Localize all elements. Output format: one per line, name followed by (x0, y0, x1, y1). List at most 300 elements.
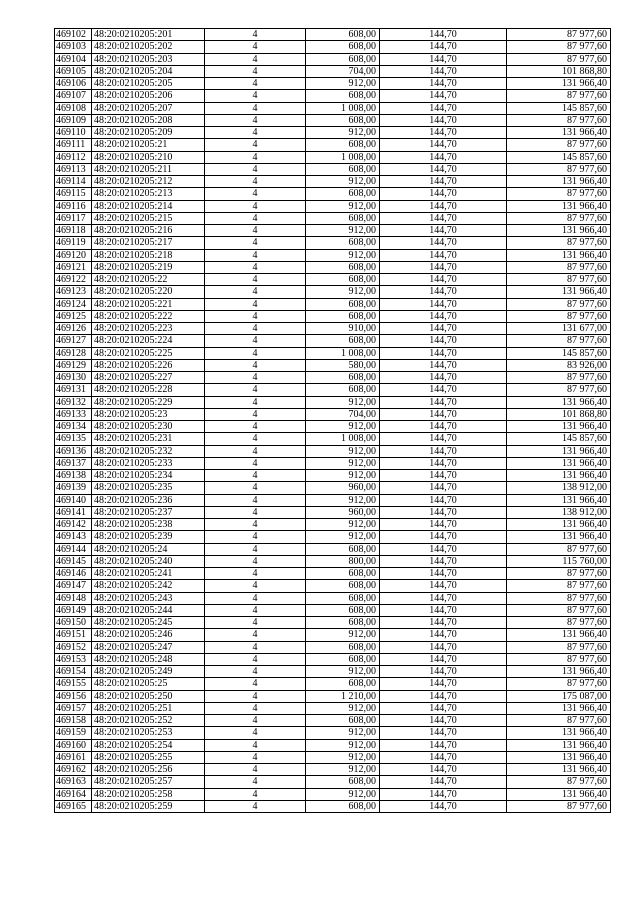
rate-cell: 144,70 (380, 237, 507, 249)
row-number-cell: 469148 (55, 592, 92, 604)
area-cell: 912,00 (306, 751, 380, 763)
rate-cell: 144,70 (380, 114, 507, 126)
area-cell: 912,00 (306, 445, 380, 457)
cadastral-number-cell: 48:20:0210205:201 (92, 29, 205, 41)
area-cell: 608,00 (306, 568, 380, 580)
cadastral-number-cell: 48:20:0210205:230 (92, 421, 205, 433)
row-number-cell: 469125 (55, 310, 92, 322)
table-row (55, 323, 611, 335)
rate-cell: 144,70 (380, 788, 507, 800)
value-cell: 131 966,40 (507, 396, 611, 408)
row-number-cell: 469106 (55, 78, 92, 90)
value-cell: 131 966,40 (507, 702, 611, 714)
rate-cell: 144,70 (380, 666, 507, 678)
row-number-cell: 469165 (55, 800, 92, 812)
table-row (55, 396, 611, 408)
value-cell: 87 977,60 (507, 139, 611, 151)
value-cell: 131 966,40 (507, 531, 611, 543)
rate-cell: 144,70 (380, 188, 507, 200)
value-cell: 131 966,40 (507, 519, 611, 531)
cadastral-number-cell: 48:20:0210205:239 (92, 531, 205, 543)
table-row (55, 617, 611, 629)
value-cell: 131 966,40 (507, 127, 611, 139)
value-cell: 87 977,60 (507, 384, 611, 396)
group-cell: 4 (205, 274, 306, 286)
area-cell: 608,00 (306, 617, 380, 629)
table-row (55, 200, 611, 212)
value-cell: 101 868,80 (507, 408, 611, 420)
area-cell: 608,00 (306, 53, 380, 65)
cadastral-number-cell: 48:20:0210205:23 (92, 408, 205, 420)
area-cell: 608,00 (306, 604, 380, 616)
table-row (55, 776, 611, 788)
group-cell: 4 (205, 457, 306, 469)
area-cell: 912,00 (306, 494, 380, 506)
table-row (55, 751, 611, 763)
group-cell: 4 (205, 323, 306, 335)
area-cell: 1 008,00 (306, 433, 380, 445)
group-cell: 4 (205, 163, 306, 175)
group-cell: 4 (205, 776, 306, 788)
cadastral-number-cell: 48:20:0210205:224 (92, 335, 205, 347)
table-row (55, 41, 611, 53)
area-cell: 608,00 (306, 776, 380, 788)
table-row (55, 90, 611, 102)
rate-cell: 144,70 (380, 29, 507, 41)
cadastral-number-cell: 48:20:0210205:209 (92, 127, 205, 139)
area-cell: 912,00 (306, 396, 380, 408)
value-cell: 101 868,80 (507, 65, 611, 77)
value-cell: 131 966,40 (507, 176, 611, 188)
table-row (55, 372, 611, 384)
group-cell: 4 (205, 543, 306, 555)
area-cell: 608,00 (306, 212, 380, 224)
value-cell: 87 977,60 (507, 653, 611, 665)
row-number-cell: 469144 (55, 543, 92, 555)
row-number-cell: 469159 (55, 727, 92, 739)
cadastral-number-cell: 48:20:0210205:237 (92, 506, 205, 518)
rate-cell: 144,70 (380, 690, 507, 702)
rate-cell: 144,70 (380, 800, 507, 812)
table-row (55, 78, 611, 90)
table-row (55, 702, 611, 714)
value-cell: 87 977,60 (507, 237, 611, 249)
group-cell: 4 (205, 212, 306, 224)
group-cell: 4 (205, 139, 306, 151)
table-row (55, 739, 611, 751)
rate-cell: 144,70 (380, 653, 507, 665)
cadastral-number-cell: 48:20:0210205:203 (92, 53, 205, 65)
cadastral-number-cell: 48:20:0210205:204 (92, 65, 205, 77)
table-row (55, 580, 611, 592)
table-row (55, 690, 611, 702)
rate-cell: 144,70 (380, 617, 507, 629)
rate-cell: 144,70 (380, 384, 507, 396)
area-cell: 608,00 (306, 372, 380, 384)
table-row (55, 347, 611, 359)
group-cell: 4 (205, 286, 306, 298)
table-row (55, 212, 611, 224)
table-row (55, 335, 611, 347)
group-cell: 4 (205, 629, 306, 641)
rate-cell: 144,70 (380, 359, 507, 371)
table-row (55, 151, 611, 163)
table-row (55, 568, 611, 580)
area-cell: 608,00 (306, 543, 380, 555)
rate-cell: 144,70 (380, 127, 507, 139)
area-cell: 608,00 (306, 653, 380, 665)
value-cell: 131 966,40 (507, 421, 611, 433)
group-cell: 4 (205, 666, 306, 678)
row-number-cell: 469140 (55, 494, 92, 506)
row-number-cell: 469110 (55, 127, 92, 139)
group-cell: 4 (205, 237, 306, 249)
value-cell: 131 966,40 (507, 727, 611, 739)
rate-cell: 144,70 (380, 457, 507, 469)
table-row (55, 592, 611, 604)
value-cell: 87 977,60 (507, 114, 611, 126)
cadastral-number-cell: 48:20:0210205:228 (92, 384, 205, 396)
rate-cell: 144,70 (380, 739, 507, 751)
table-row (55, 65, 611, 77)
group-cell: 4 (205, 347, 306, 359)
row-number-cell: 469164 (55, 788, 92, 800)
value-cell: 87 977,60 (507, 800, 611, 812)
cadastral-number-cell: 48:20:0210205:221 (92, 298, 205, 310)
rate-cell: 144,70 (380, 274, 507, 286)
rate-cell: 144,70 (380, 151, 507, 163)
table-row (55, 384, 611, 396)
area-cell: 912,00 (306, 702, 380, 714)
group-cell: 4 (205, 372, 306, 384)
area-cell: 608,00 (306, 335, 380, 347)
value-cell: 87 977,60 (507, 298, 611, 310)
rate-cell: 144,70 (380, 751, 507, 763)
table-row (55, 678, 611, 690)
value-cell: 87 977,60 (507, 568, 611, 580)
row-number-cell: 469126 (55, 323, 92, 335)
table-row (55, 127, 611, 139)
value-cell: 145 857,60 (507, 102, 611, 114)
cadastral-number-cell: 48:20:0210205:220 (92, 286, 205, 298)
rate-cell: 144,70 (380, 163, 507, 175)
group-cell: 4 (205, 506, 306, 518)
cadastral-number-cell: 48:20:0210205:231 (92, 433, 205, 445)
group-cell: 4 (205, 715, 306, 727)
row-number-cell: 469108 (55, 102, 92, 114)
group-cell: 4 (205, 359, 306, 371)
area-cell: 910,00 (306, 323, 380, 335)
area-cell: 912,00 (306, 727, 380, 739)
table-row (55, 176, 611, 188)
table-row (55, 445, 611, 457)
cadastral-number-cell: 48:20:0210205:257 (92, 776, 205, 788)
row-number-cell: 469146 (55, 568, 92, 580)
group-cell: 4 (205, 384, 306, 396)
rate-cell: 144,70 (380, 604, 507, 616)
cadastral-number-cell: 48:20:0210205:241 (92, 568, 205, 580)
rate-cell: 144,70 (380, 470, 507, 482)
rate-cell: 144,70 (380, 482, 507, 494)
value-cell: 131 966,40 (507, 78, 611, 90)
value-cell: 87 977,60 (507, 90, 611, 102)
group-cell: 4 (205, 470, 306, 482)
cadastral-number-cell: 48:20:0210205:213 (92, 188, 205, 200)
table-row (55, 800, 611, 812)
rate-cell: 144,70 (380, 249, 507, 261)
group-cell: 4 (205, 519, 306, 531)
value-cell: 87 977,60 (507, 678, 611, 690)
area-cell: 960,00 (306, 506, 380, 518)
table-row (55, 421, 611, 433)
group-cell: 4 (205, 641, 306, 653)
rate-cell: 144,70 (380, 90, 507, 102)
value-cell: 131 966,40 (507, 457, 611, 469)
group-cell: 4 (205, 225, 306, 237)
value-cell: 131 966,40 (507, 445, 611, 457)
row-number-cell: 469118 (55, 225, 92, 237)
rate-cell: 144,70 (380, 298, 507, 310)
row-number-cell: 469145 (55, 555, 92, 567)
cadastral-number-cell: 48:20:0210205:236 (92, 494, 205, 506)
cadastral-number-cell: 48:20:0210205:229 (92, 396, 205, 408)
row-number-cell: 469124 (55, 298, 92, 310)
value-cell: 87 977,60 (507, 617, 611, 629)
row-number-cell: 469122 (55, 274, 92, 286)
cadastral-number-cell: 48:20:0210205:206 (92, 90, 205, 102)
value-cell: 87 977,60 (507, 776, 611, 788)
cadastral-number-cell: 48:20:0210205:246 (92, 629, 205, 641)
value-cell: 131 966,40 (507, 494, 611, 506)
table-row (55, 506, 611, 518)
group-cell: 4 (205, 41, 306, 53)
table-row (55, 641, 611, 653)
row-number-cell: 469112 (55, 151, 92, 163)
table-row (55, 482, 611, 494)
group-cell: 4 (205, 335, 306, 347)
area-cell: 912,00 (306, 666, 380, 678)
row-number-cell: 469134 (55, 421, 92, 433)
cadastral-number-cell: 48:20:0210205:244 (92, 604, 205, 616)
group-cell: 4 (205, 151, 306, 163)
value-cell: 87 977,60 (507, 592, 611, 604)
row-number-cell: 469104 (55, 53, 92, 65)
value-cell: 138 912,00 (507, 506, 611, 518)
rate-cell: 144,70 (380, 715, 507, 727)
rate-cell: 144,70 (380, 102, 507, 114)
table-row (55, 604, 611, 616)
cadastral-number-cell: 48:20:0210205:211 (92, 163, 205, 175)
rate-cell: 144,70 (380, 702, 507, 714)
cadastral-number-cell: 48:20:0210205:253 (92, 727, 205, 739)
table-row (55, 359, 611, 371)
cadastral-number-cell: 48:20:0210205:222 (92, 310, 205, 322)
row-number-cell: 469139 (55, 482, 92, 494)
rate-cell: 144,70 (380, 568, 507, 580)
rate-cell: 144,70 (380, 286, 507, 298)
rate-cell: 144,70 (380, 580, 507, 592)
area-cell: 1 008,00 (306, 347, 380, 359)
value-cell: 115 760,00 (507, 555, 611, 567)
value-cell: 131 966,40 (507, 739, 611, 751)
area-cell: 912,00 (306, 531, 380, 543)
rate-cell: 144,70 (380, 629, 507, 641)
row-number-cell: 469161 (55, 751, 92, 763)
row-number-cell: 469149 (55, 604, 92, 616)
row-number-cell: 469109 (55, 114, 92, 126)
value-cell: 131 966,40 (507, 629, 611, 641)
area-cell: 912,00 (306, 519, 380, 531)
rate-cell: 144,70 (380, 323, 507, 335)
value-cell: 131 966,40 (507, 225, 611, 237)
group-cell: 4 (205, 90, 306, 102)
row-number-cell: 469137 (55, 457, 92, 469)
row-number-cell: 469158 (55, 715, 92, 727)
cadastral-number-cell: 48:20:0210205:212 (92, 176, 205, 188)
area-cell: 912,00 (306, 127, 380, 139)
value-cell: 145 857,60 (507, 433, 611, 445)
cadastral-number-cell: 48:20:0210205:235 (92, 482, 205, 494)
value-cell: 87 977,60 (507, 543, 611, 555)
value-cell: 87 977,60 (507, 29, 611, 41)
value-cell: 131 966,40 (507, 666, 611, 678)
rate-cell: 144,70 (380, 445, 507, 457)
area-cell: 608,00 (306, 678, 380, 690)
value-cell: 145 857,60 (507, 151, 611, 163)
group-cell: 4 (205, 555, 306, 567)
row-number-cell: 469105 (55, 65, 92, 77)
group-cell: 4 (205, 421, 306, 433)
row-number-cell: 469119 (55, 237, 92, 249)
area-cell: 608,00 (306, 641, 380, 653)
group-cell: 4 (205, 482, 306, 494)
rate-cell: 144,70 (380, 678, 507, 690)
row-number-cell: 469120 (55, 249, 92, 261)
group-cell: 4 (205, 114, 306, 126)
cadastral-number-cell: 48:20:0210205:254 (92, 739, 205, 751)
rate-cell: 144,70 (380, 764, 507, 776)
area-cell: 608,00 (306, 580, 380, 592)
cadastral-number-cell: 48:20:0210205:216 (92, 225, 205, 237)
value-cell: 175 087,00 (507, 690, 611, 702)
group-cell: 4 (205, 310, 306, 322)
cadastral-number-cell: 48:20:0210205:223 (92, 323, 205, 335)
area-cell: 608,00 (306, 592, 380, 604)
area-cell: 608,00 (306, 274, 380, 286)
row-number-cell: 469143 (55, 531, 92, 543)
area-cell: 608,00 (306, 715, 380, 727)
table-row (55, 727, 611, 739)
rate-cell: 144,70 (380, 53, 507, 65)
cadastral-number-cell: 48:20:0210205:258 (92, 788, 205, 800)
area-cell: 912,00 (306, 225, 380, 237)
rate-cell: 144,70 (380, 176, 507, 188)
value-cell: 131 966,40 (507, 788, 611, 800)
group-cell: 4 (205, 188, 306, 200)
group-cell: 4 (205, 261, 306, 273)
value-cell: 87 977,60 (507, 604, 611, 616)
row-number-cell: 469128 (55, 347, 92, 359)
table-row (55, 114, 611, 126)
value-cell: 131 677,00 (507, 323, 611, 335)
rate-cell: 144,70 (380, 421, 507, 433)
rate-cell: 144,70 (380, 335, 507, 347)
group-cell: 4 (205, 29, 306, 41)
group-cell: 4 (205, 408, 306, 420)
rate-cell: 144,70 (380, 41, 507, 53)
cadastral-number-cell: 48:20:0210205:243 (92, 592, 205, 604)
area-cell: 608,00 (306, 298, 380, 310)
row-number-cell: 469111 (55, 139, 92, 151)
table-row (55, 494, 611, 506)
table-row (55, 629, 611, 641)
table-row (55, 53, 611, 65)
row-number-cell: 469162 (55, 764, 92, 776)
row-number-cell: 469103 (55, 41, 92, 53)
table-row (55, 653, 611, 665)
table-row (55, 310, 611, 322)
group-cell: 4 (205, 604, 306, 616)
value-cell: 131 966,40 (507, 286, 611, 298)
cadastral-number-cell: 48:20:0210205:248 (92, 653, 205, 665)
value-cell: 87 977,60 (507, 53, 611, 65)
table-row (55, 555, 611, 567)
area-cell: 580,00 (306, 359, 380, 371)
rate-cell: 144,70 (380, 225, 507, 237)
cadastral-number-cell: 48:20:0210205:208 (92, 114, 205, 126)
group-cell: 4 (205, 800, 306, 812)
row-number-cell: 469107 (55, 90, 92, 102)
rate-cell: 144,70 (380, 65, 507, 77)
rate-cell: 144,70 (380, 506, 507, 518)
table-row (55, 249, 611, 261)
group-cell: 4 (205, 653, 306, 665)
group-cell: 4 (205, 764, 306, 776)
row-number-cell: 469123 (55, 286, 92, 298)
cadastral-number-cell: 48:20:0210205:215 (92, 212, 205, 224)
row-number-cell: 469160 (55, 739, 92, 751)
area-cell: 912,00 (306, 457, 380, 469)
area-cell: 608,00 (306, 261, 380, 273)
table-row (55, 188, 611, 200)
table-row (55, 715, 611, 727)
table-row (55, 237, 611, 249)
rate-cell: 144,70 (380, 212, 507, 224)
value-cell: 87 977,60 (507, 335, 611, 347)
cadastral-number-cell: 48:20:0210205:214 (92, 200, 205, 212)
row-number-cell: 469135 (55, 433, 92, 445)
area-cell: 608,00 (306, 114, 380, 126)
group-cell: 4 (205, 433, 306, 445)
rate-cell: 144,70 (380, 310, 507, 322)
area-cell: 608,00 (306, 384, 380, 396)
rate-cell: 144,70 (380, 727, 507, 739)
row-number-cell: 469133 (55, 408, 92, 420)
group-cell: 4 (205, 751, 306, 763)
group-cell: 4 (205, 580, 306, 592)
row-number-cell: 469150 (55, 617, 92, 629)
row-number-cell: 469129 (55, 359, 92, 371)
group-cell: 4 (205, 102, 306, 114)
table-row (55, 457, 611, 469)
row-number-cell: 469155 (55, 678, 92, 690)
area-cell: 608,00 (306, 188, 380, 200)
area-cell: 912,00 (306, 421, 380, 433)
cadastral-number-cell: 48:20:0210205:232 (92, 445, 205, 457)
area-cell: 912,00 (306, 788, 380, 800)
rate-cell: 144,70 (380, 408, 507, 420)
table-row (55, 433, 611, 445)
